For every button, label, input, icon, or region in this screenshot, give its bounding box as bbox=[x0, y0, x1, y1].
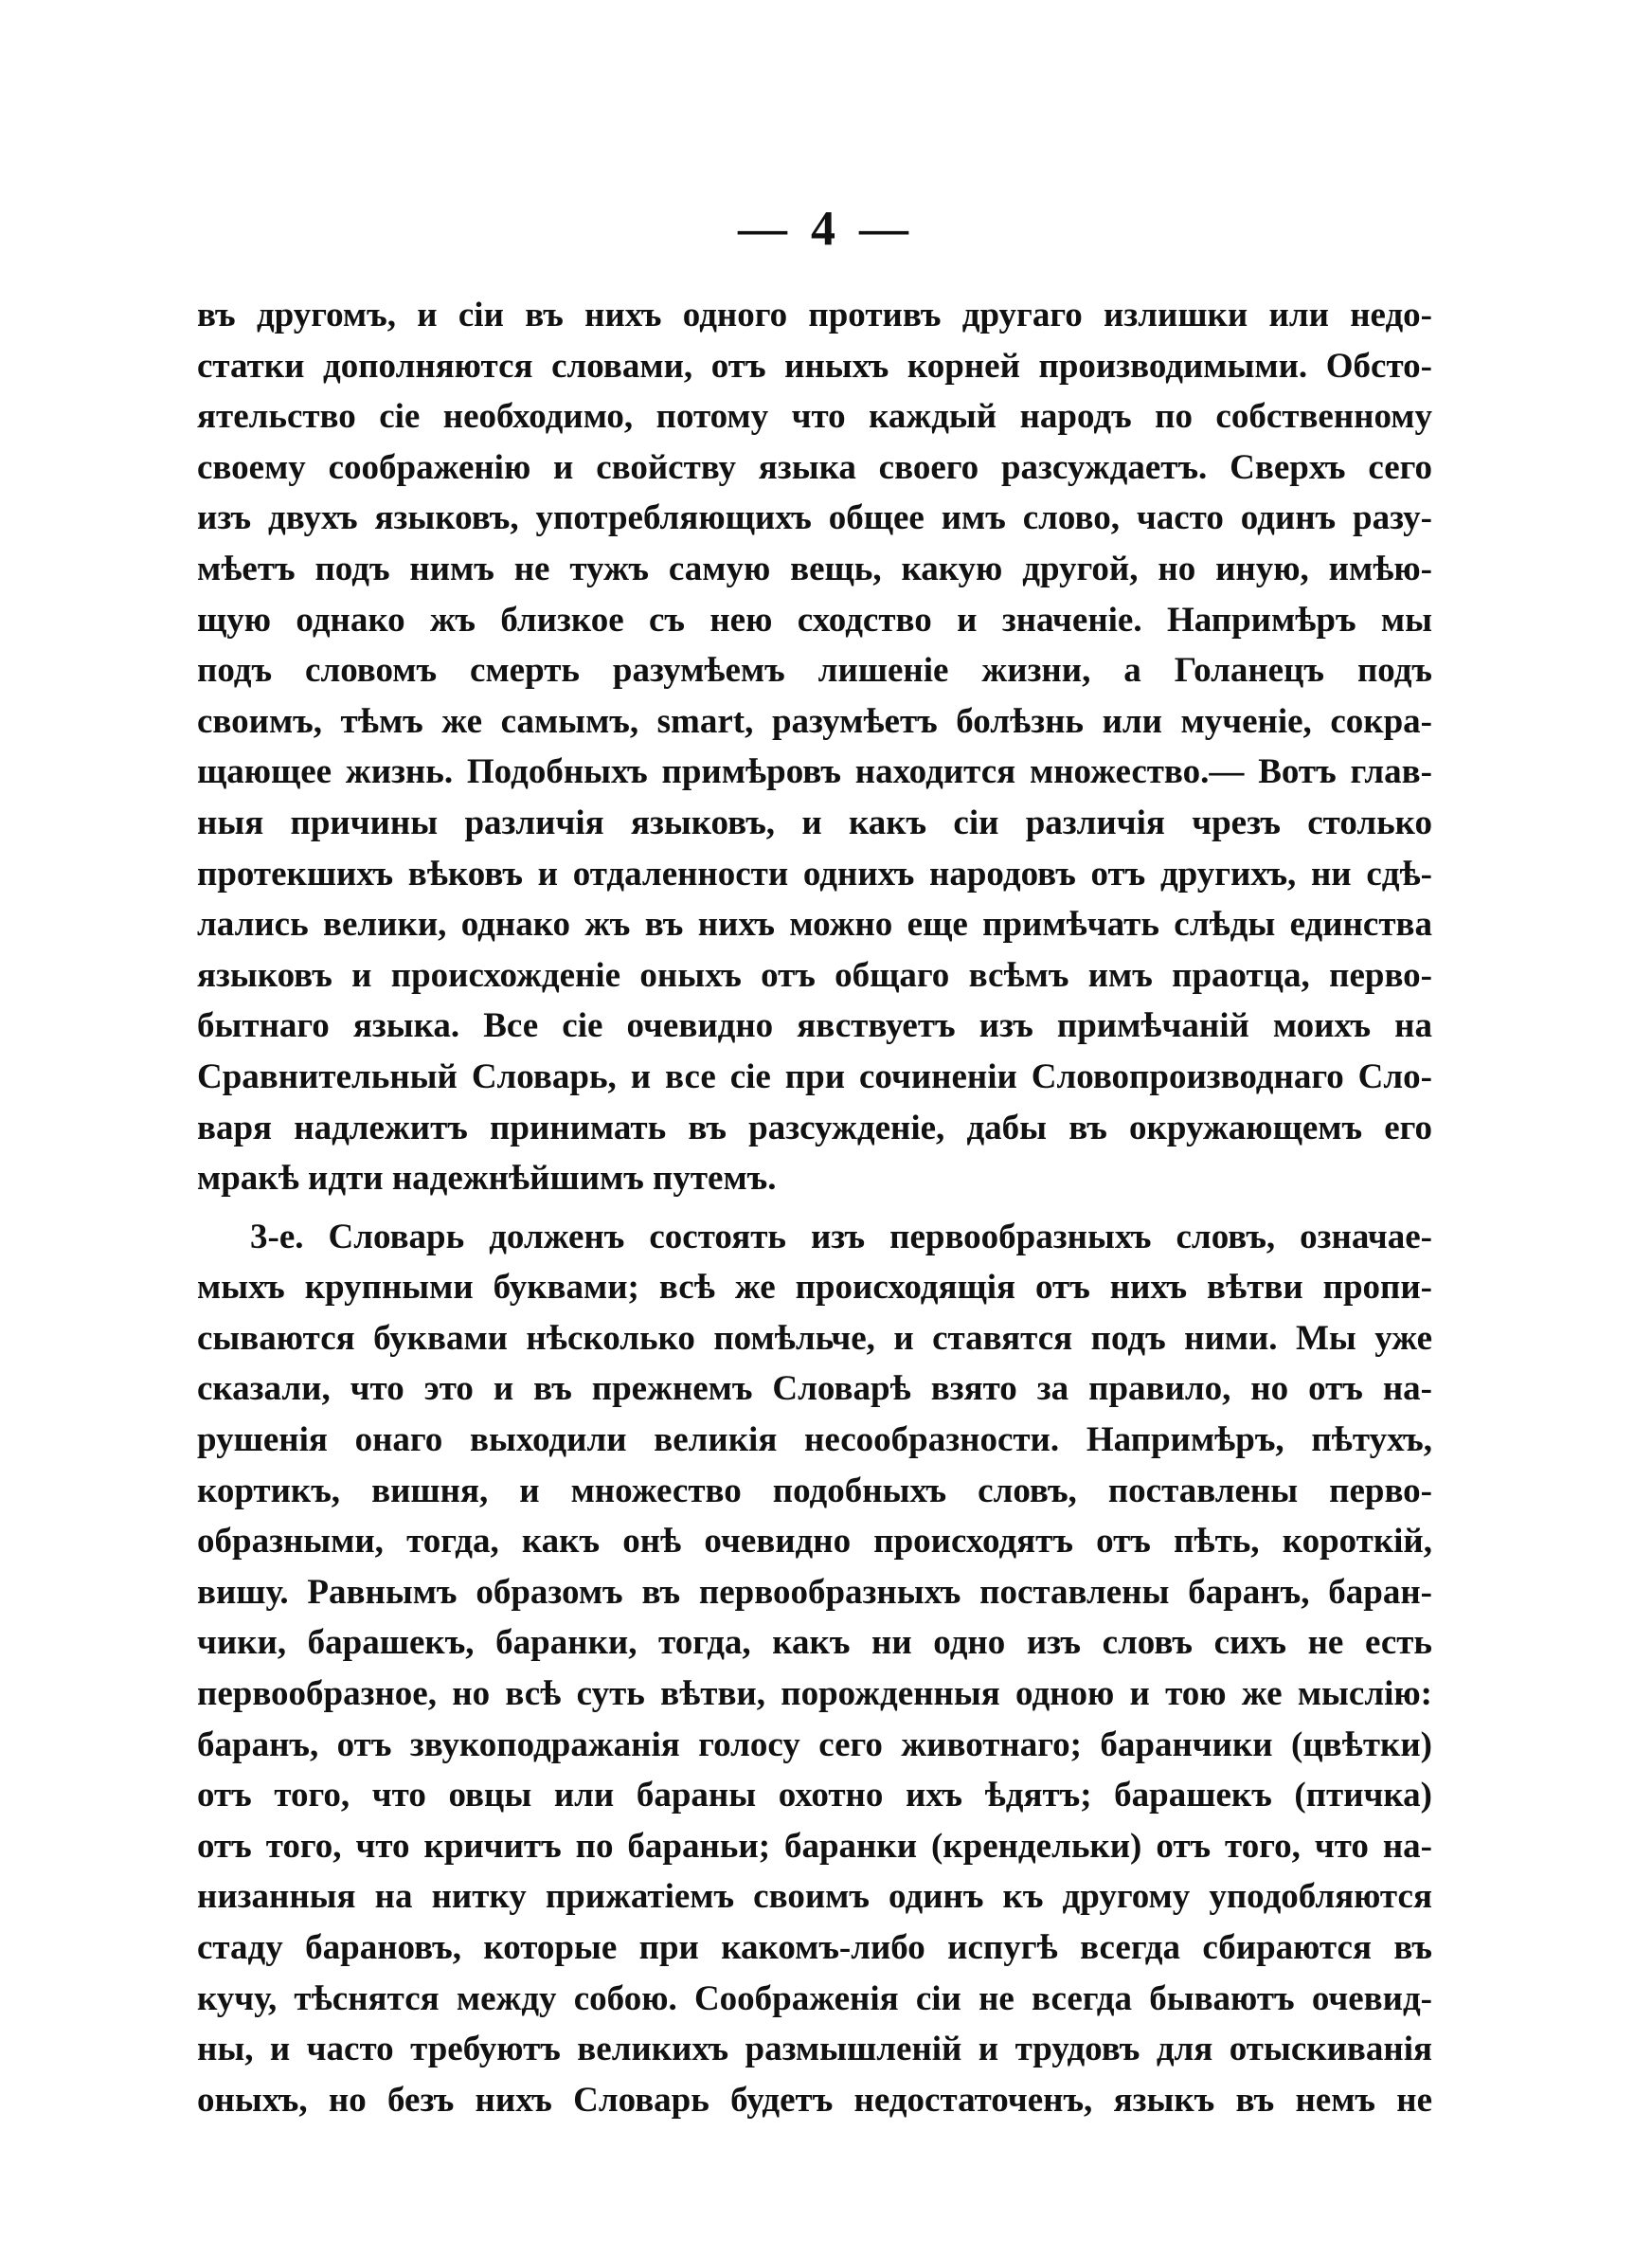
text-line: статки дополняются словами, отъ иныхъ корней производимыми. Обсто- bbox=[197, 346, 1432, 386]
text-line: вишу. Равнымъ образомъ въ первообразныхъ поставлены баранъ, баран- bbox=[197, 1572, 1432, 1612]
text-line: отъ того, что кричитъ по бараньи; баранки (крендельки) отъ того, что на- bbox=[197, 1826, 1432, 1866]
text-line: своимъ, тѣмъ же самымъ, smart, разумѣетъ болѣзнь или мученіе, сокра- bbox=[197, 701, 1432, 741]
paragraph-2 bbox=[197, 1212, 1432, 2126]
text-line: изъ двухъ языковъ, употребляющихъ общее имъ слово, часто одинъ разу- bbox=[197, 498, 1432, 538]
text-line: ятельство сіе необходимо, потому что каждый народъ по собственному bbox=[197, 397, 1432, 437]
text-line: мракѣ идти надежнѣйшимъ путемъ. bbox=[197, 1159, 777, 1199]
text-line: 3-е. Словарь долженъ состоять изъ первообразныхъ словъ, означае- bbox=[250, 1217, 1432, 1256]
paragraph-1 bbox=[197, 290, 1432, 1204]
text-line: ны, и часто требуютъ великихъ размышленій и трудовъ для отыскиванія bbox=[197, 2030, 1432, 2069]
text-line: рушенія онаго выходили великія несообразности. Напримѣръ, пѣтухъ, bbox=[197, 1420, 1432, 1460]
text-line: кучу, тѣснятся между собою. Соображенія сіи не всегда бываютъ очевид- bbox=[197, 1978, 1432, 2018]
text-line: языковъ и происхожденіе оныхъ отъ общаго всѣмъ имъ праотца, перво- bbox=[197, 955, 1432, 995]
text-line: въ другомъ, и сіи въ нихъ одного противъ другаго излишки или недо- bbox=[197, 296, 1432, 334]
text-line: баранъ, отъ звукоподражанія голосу сего животнаго; баранчики (цвѣтки) bbox=[197, 1724, 1432, 1764]
text-line: оныхъ, но безъ нихъ Словарь будетъ недостаточенъ, языкъ въ немъ не bbox=[197, 2080, 1432, 2120]
text-line: лались велики, однако жъ въ нихъ можно еще примѣчать слѣды единства bbox=[197, 905, 1432, 945]
text-line: кортикъ, вишня, и множество подобныхъ словъ, поставлены перво- bbox=[197, 1471, 1432, 1510]
text-line: мыхъ крупными буквами; всѣ же происходящія отъ нихъ вѣтви пропи- bbox=[197, 1268, 1432, 1308]
text-line: варя надлежитъ принимать въ разсужденіе, дабы въ окружающемъ его bbox=[197, 1108, 1432, 1147]
text-line: стаду барановъ, которые при какомъ-либо испугѣ всегда сбираются въ bbox=[197, 1928, 1432, 1967]
text-line: мѣетъ подъ нимъ не тужъ самую вещь, какую другой, но иную, имѣю- bbox=[197, 549, 1432, 588]
text-line: бытнаго языка. Все сіе очевидно явствуетъ изъ примѣчаній моихъ на bbox=[197, 1006, 1432, 1046]
text-line: подъ словомъ смерть разумѣемъ лишеніе жизни, а Голанецъ подъ bbox=[197, 651, 1432, 691]
text-line: щую однако жъ близкое съ нею сходство и значеніе. Напримѣръ мы bbox=[197, 600, 1432, 640]
text-line: ныя причины различія языковъ, и какъ сіи различія чрезъ столько bbox=[197, 803, 1432, 842]
body-text bbox=[197, 290, 1432, 2125]
page-number: — 4 — bbox=[738, 202, 914, 256]
text-line: отъ того, что овцы или бараны охотно ихъ ѣдятъ; барашекъ (птичка) bbox=[197, 1776, 1432, 1815]
text-line: чики, барашекъ, баранки, тогда, какъ ни одно изъ словъ сихъ не есть bbox=[197, 1623, 1432, 1663]
text-line: щающее жизнь. Подобныхъ примѣровъ находится множество.— Вотъ глав- bbox=[197, 752, 1432, 792]
text-line: первообразное, но всѣ суть вѣтви, порожденныя одною и тою же мыслію: bbox=[197, 1674, 1432, 1714]
text-line: низанныя на нитку прижатіемъ своимъ одинъ къ другому уподобляются bbox=[197, 1877, 1432, 1917]
text-line: образными, тогда, какъ онѣ очевидно происходятъ отъ пѣть, короткій, bbox=[197, 1522, 1432, 1562]
text-line: протекшихъ вѣковъ и отдаленности однихъ народовъ отъ другихъ, ни сдѣ- bbox=[197, 854, 1432, 894]
text-line: сываются буквами нѣсколько помѣльче, и ставятся подъ ними. Мы уже bbox=[197, 1318, 1432, 1358]
text-line: своему соображенію и свойству языка своего разсуждаетъ. Сверхъ сего bbox=[197, 447, 1432, 487]
text-line: Сравнительный Словарь, и все сіе при сочиненіи Словопроизводнаго Сло- bbox=[197, 1056, 1432, 1096]
text-line: сказали, что это и въ прежнемъ Словарѣ взято за правило, но отъ на- bbox=[197, 1369, 1432, 1409]
